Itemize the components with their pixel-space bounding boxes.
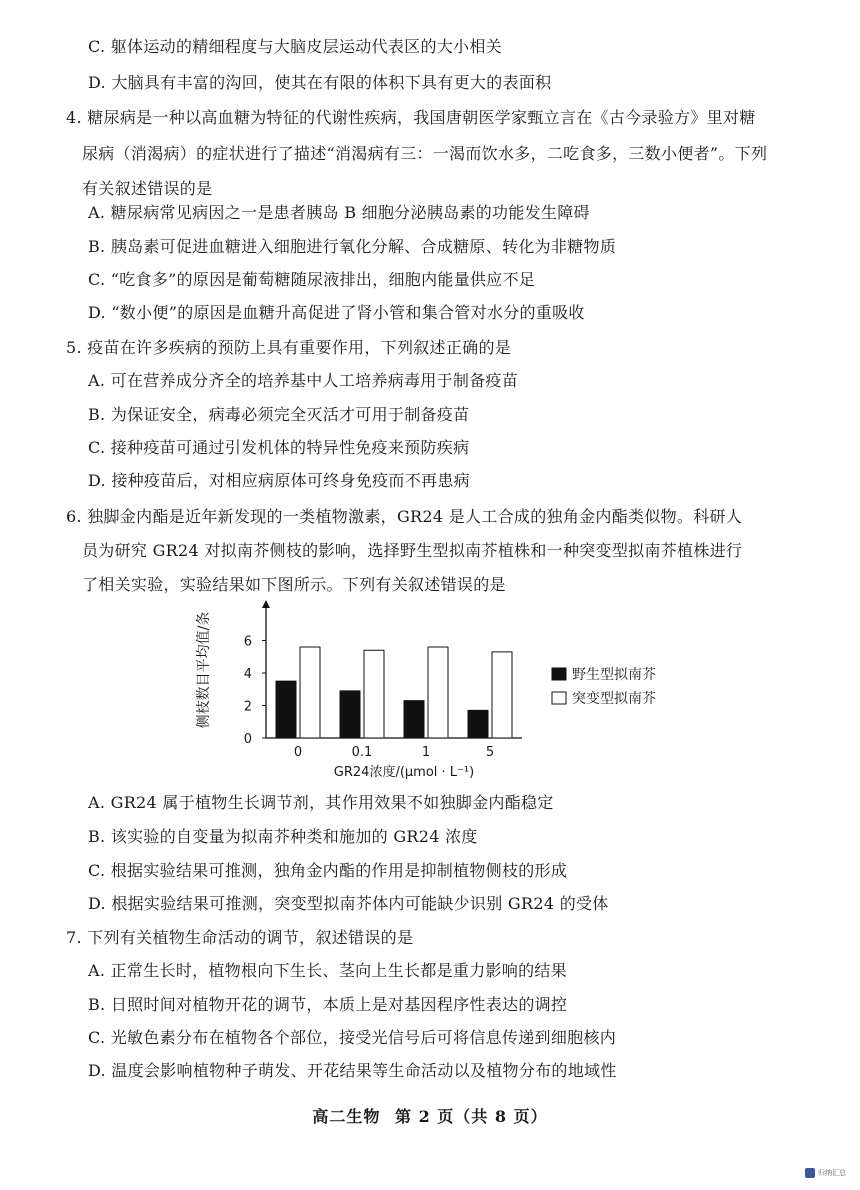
- q5-option-b: B. 为保证安全，病毒必须完全灭活才可用于制备疫苗: [88, 405, 470, 424]
- x-tick-label: 0: [293, 745, 303, 760]
- bar-mutant: [364, 650, 384, 738]
- footer-subject: 高二生物: [312, 1107, 381, 1126]
- footer-page-number: 第 2 页（共 8 页）: [395, 1107, 548, 1126]
- y-tick-label: 2: [243, 699, 252, 715]
- q6-option-c: C. 根据实验结果可推测，独角金内酯的作用是抑制植物侧枝的形成: [88, 861, 568, 880]
- q6-option-b: B. 该实验的自变量为拟南芥种类和施加的 GR24 浓度: [88, 827, 478, 846]
- bar-mutant: [492, 652, 512, 738]
- q5-stem: 5. 疫苗在许多疾病的预防上具有重要作用，下列叙述正确的是: [66, 338, 512, 357]
- y-axis-label: 侧枝数目平均值/条: [196, 611, 212, 729]
- q6-option-a: A. GR24 属于植物生长调节剂，其作用效果不如独脚金内酯稳定: [88, 793, 554, 812]
- watermark-text: 归纳汇总: [818, 1169, 846, 1177]
- legend-label-wild: 野生型拟南芥: [572, 667, 656, 683]
- bar-wild: [404, 701, 424, 738]
- x-tick-label: 0.1: [351, 745, 373, 760]
- q4-stem-line2: 尿病（消渴病）的症状进行了描述“消渴病有三：一渴而饮水多，二吃食多，三数小便者”。下列: [82, 144, 768, 163]
- bar-mutant: [300, 647, 320, 738]
- q6-stem-line3: 了相关实验，实验结果如下图所示。下列有关叙述错误的是: [82, 575, 506, 594]
- watermark: [805, 1168, 846, 1178]
- y-tick-label: 4: [243, 667, 252, 682]
- x-axis-label: GR24浓度/(μmol · L⁻¹): [333, 765, 475, 780]
- bar-mutant: [428, 647, 448, 738]
- q6-option-d: D. 根据实验结果可推测，突变型拟南芥体内可能缺少识别 GR24 的受体: [88, 894, 609, 913]
- page-footer: [0, 1104, 860, 1127]
- q3-option-d: D. 大脑具有丰富的沟回，使其在有限的体积下具有更大的表面积: [88, 73, 552, 92]
- q5-option-c: C. 接种疫苗可通过引发机体的特异性免疫来预防疾病: [88, 438, 470, 457]
- legend-swatch-mutant: [552, 692, 566, 704]
- q4-stem-line1: 4. 糖尿病是一种以高血糖为特征的代谢性疾病，我国唐朝医学家甄立言在《古今录验方》里对糖: [66, 108, 756, 127]
- x-tick-label: 1: [421, 745, 431, 760]
- q4-option-c: C. “吃食多”的原因是葡萄糖随尿液排出，细胞内能量供应不足: [88, 270, 536, 289]
- q5-option-d: D. 接种疫苗后，对相应病原体可终身免疫而不再患病: [88, 471, 470, 490]
- q6-stem-line1: 6. 独脚金内酯是近年新发现的一类植物激素，GR24 是人工合成的独角金内酯类似物。科研人: [66, 507, 743, 526]
- bar-wild: [468, 710, 488, 738]
- y-axis-arrow: [262, 600, 270, 608]
- q7-stem: 7. 下列有关植物生命活动的调节，叙述错误的是: [66, 928, 414, 947]
- q7-option-a: A. 正常生长时，植物根向下生长、茎向上生长都是重力影响的结果: [88, 961, 568, 980]
- legend-label-mutant: 突变型拟南芥: [572, 691, 656, 707]
- q6-stem-line2: 员为研究 GR24 对拟南芥侧枝的影响，选择野生型拟南芥植株和一种突变型拟南芥植株进行: [82, 541, 743, 560]
- bar-chart: [180, 592, 700, 788]
- q4-option-b: B. 胰岛素可促进血糖进入细胞进行氧化分解、合成糖原、转化为非糖物质: [88, 237, 617, 256]
- bar-wild: [276, 681, 296, 738]
- q4-option-a: A. 糖尿病常见病因之一是患者胰岛 B 细胞分泌胰岛素的功能发生障碍: [88, 203, 590, 222]
- y-tick-label: 6: [243, 634, 252, 650]
- q7-option-c: C. 光敏色素分布在植物各个部位，接受光信号后可将信息传递到细胞核内: [88, 1028, 617, 1047]
- x-tick-label: 5: [485, 745, 495, 760]
- q7-option-d: D. 温度会影响植物种子萌发、开花结果等生命活动以及植物分布的地域性: [88, 1061, 617, 1080]
- q4-option-d: D. “数小便”的原因是血糖升高促进了肾小管和集合管对水分的重吸收: [88, 303, 585, 322]
- q4-stem-line3: 有关叙述错误的是: [82, 179, 213, 198]
- q7-option-b: B. 日照时间对植物开花的调节，本质上是对基因程序性表达的调控: [88, 995, 568, 1014]
- y-tick-label: 0: [243, 732, 252, 747]
- watermark-logo-icon: [805, 1168, 815, 1178]
- bar-wild: [340, 691, 360, 738]
- q5-option-a: A. 可在营养成分齐全的培养基中人工培养病毒用于制备疫苗: [88, 371, 519, 390]
- q3-option-c: C. 躯体运动的精细程度与大脑皮层运动代表区的大小相关: [88, 37, 502, 56]
- legend-swatch-wild: [552, 668, 566, 680]
- bar-chart-svg: [180, 592, 700, 788]
